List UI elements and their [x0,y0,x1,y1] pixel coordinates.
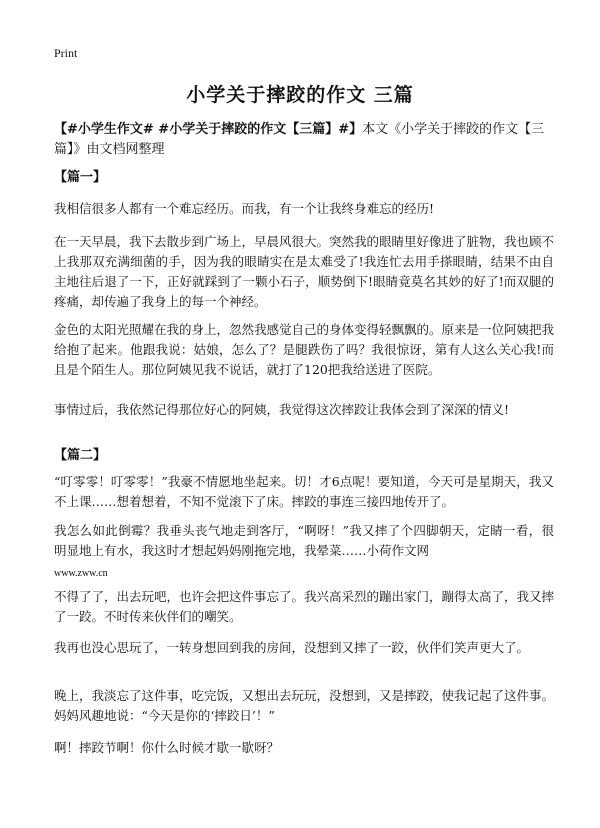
page-title: 小学关于摔跤的作文 三篇 [186,84,414,106]
paragraph: 我怎么如此倒霉？我垂头丧气地走到客厅，“啊呀！”我又摔了个四脚朝天，定睛一看，很明显地上有水，我这时才想起妈妈刚拖完地，我晕菜……小荷作文网 [54,523,554,558]
intro-source: 本文《小学关于摔跤的作文【三篇】》由文档网整理 [54,122,545,157]
paragraph: 啊！摔跤节啊！你什么时候才歇一歇呀？ [54,740,280,755]
intro-tags: 【#小学生作文# #小学关于摔跤的作文【三篇】#】 [54,122,363,137]
site-url: www.zww.cn [54,568,108,579]
paragraph: 我相信很多人都有一个难忘经历。而我，有一个让我终身难忘的经历! [54,201,435,216]
print-label: Print [54,46,78,60]
paragraph: “叮零零！叮零零！”我豪不情愿地坐起来。切！才6点呢！要知道，今天可是星期天，我又不上课……想着想着，不知不觉滚下了床。摔跤的事连三接四地传开了。 [54,474,554,509]
paragraph: 事情过后，我依然记得那位好心的阿姨，我觉得这次摔跤让我体会到了深深的情义! [54,402,510,417]
section-heading-1: 【篇一】 [54,170,107,185]
paragraph: 在一天早晨，我下去散步到广场上，早晨风很大。突然我的眼睛里好像进了脏物，我也顾不上我那双充满细菌的手，因为我的眼睛实在是太难受了!我连忙去用手搽眼睛，结果不由自主地往后退了一下，正好就踩到了一颗小石子，顺势倒下!眼睛竟莫名其妙的好了!而双腿的疼痛，却传遍了我身上的每一个神经。 [54,234,555,309]
section-heading-2: 【篇二】 [54,448,107,463]
intro-paragraph [54,120,554,160]
paragraph: 不得了了，出去玩吧，也许会把这件事忘了。我兴高采烈的蹦出家门，蹦得太高了，我又摔了一跤。不时传来伙伴们的嘲笑。 [54,589,555,624]
paragraph: 晚上，我淡忘了这件事，吃完饭，又想出去玩玩，没想到，又是摔跤，使我记起了这件事。妈妈风趣地说：“今天是你的‘摔跤日’！” [54,688,555,723]
paragraph: 我再也没心思玩了，一转身想回到我的房间，没想到又摔了一跤，伙伴们笑声更大了。 [54,640,530,655]
paragraph: 金色的太阳光照耀在我的身上，忽然我感觉自己的身体变得轻飘飘的。原来是一位阿姨把我给抱了起来。他跟我说：姑娘，怎么了？是腿跌伤了吗？我很惊讶，第有人这么关心我!而且是个陌生人。那位阿姨见我不说话，就打了120把我给送进了医院。 [54,322,555,377]
